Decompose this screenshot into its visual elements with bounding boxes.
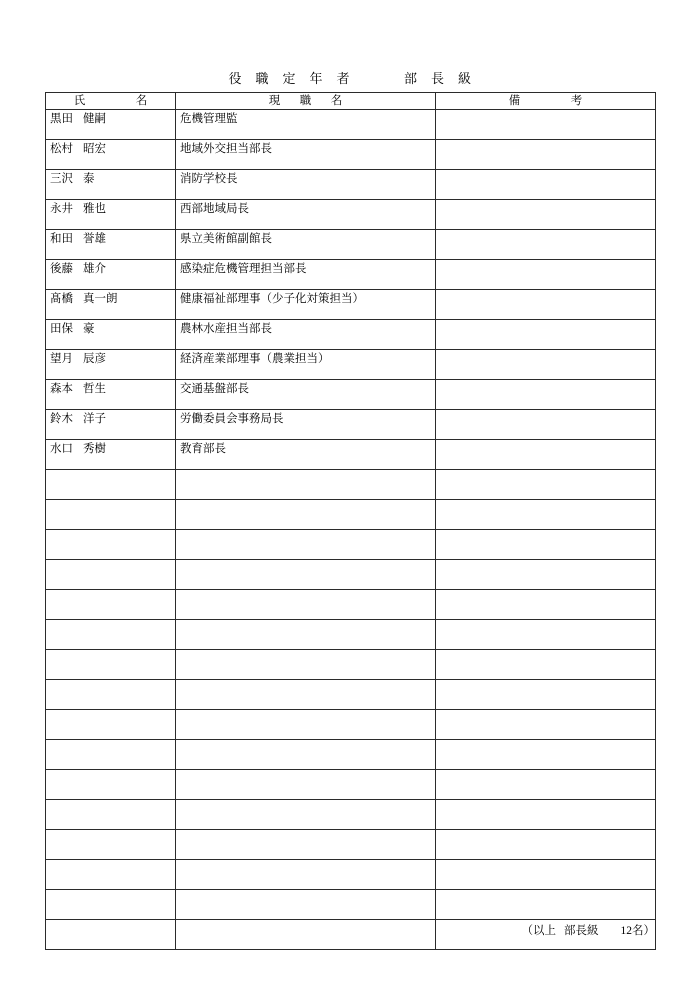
name-surname: 永井 xyxy=(50,203,73,215)
cell-position-text xyxy=(176,740,435,742)
cell-position xyxy=(176,380,436,410)
name-given: 洋子 xyxy=(83,413,106,425)
cell-name xyxy=(46,650,176,680)
table-row xyxy=(46,140,656,170)
cell-note-text xyxy=(436,770,655,772)
cell-position-text xyxy=(176,890,435,892)
name-surname: 後藤 xyxy=(50,263,73,275)
cell-position xyxy=(176,200,436,230)
cell-note xyxy=(436,230,656,260)
cell-name xyxy=(46,140,176,170)
name-surname: 三沢 xyxy=(50,173,73,185)
table-row xyxy=(46,770,656,800)
cell-note xyxy=(436,680,656,710)
cell-position-text: 地域外交担当部長 xyxy=(180,143,272,155)
cell-note-text xyxy=(436,440,655,442)
cell-name xyxy=(46,530,176,560)
cell-position xyxy=(176,230,436,260)
column-header-name xyxy=(46,93,176,110)
cell-position xyxy=(176,710,436,740)
cell-name-text xyxy=(46,410,175,426)
cell-note-text xyxy=(436,470,655,472)
cell-note-text xyxy=(436,230,655,232)
cell-name-text xyxy=(46,440,175,456)
table-row xyxy=(46,470,656,500)
cell-note-text xyxy=(436,140,655,142)
cell-note-text xyxy=(436,380,655,382)
cell-position xyxy=(176,440,436,470)
cell-name-text xyxy=(46,170,175,186)
table-row xyxy=(46,260,656,290)
cell-position-text: 県立美術館副館長 xyxy=(180,233,272,245)
cell-note xyxy=(436,410,656,440)
cell-note xyxy=(436,470,656,500)
cell-name xyxy=(46,440,176,470)
cell-position xyxy=(176,470,436,500)
cell-position xyxy=(176,410,436,440)
cell-note xyxy=(436,290,656,320)
cell-note xyxy=(436,140,656,170)
cell-position-text: 健康福祉部理事（少子化対策担当） xyxy=(180,293,364,305)
cell-name xyxy=(46,320,176,350)
cell-position xyxy=(176,560,436,590)
cell-note xyxy=(436,170,656,200)
cell-position-text: 消防学校長 xyxy=(180,173,238,185)
cell-position xyxy=(176,500,436,530)
cell-note-text xyxy=(436,860,655,862)
cell-name xyxy=(46,410,176,440)
table-row xyxy=(46,830,656,860)
cell-name-text xyxy=(46,200,175,216)
cell-position-text xyxy=(176,710,435,712)
table-row xyxy=(46,170,656,200)
page-title: 役 職 定 年 者 部 長 級 xyxy=(228,71,472,86)
footer-prefix: （以上 xyxy=(521,925,556,937)
cell-position xyxy=(176,680,436,710)
table-row xyxy=(46,650,656,680)
cell-name-text xyxy=(46,680,175,682)
name-given: 豪 xyxy=(83,323,95,335)
cell-note-text xyxy=(436,200,655,202)
name-given: 昭宏 xyxy=(83,143,106,155)
cell-position-text xyxy=(176,470,435,472)
table-row xyxy=(46,350,656,380)
cell-position xyxy=(176,350,436,380)
cell-note-text xyxy=(436,560,655,562)
cell-position xyxy=(176,920,436,950)
table-row xyxy=(46,410,656,440)
cell-note xyxy=(436,800,656,830)
cell-note xyxy=(436,500,656,530)
cell-position xyxy=(176,650,436,680)
cell-position-text xyxy=(176,590,435,592)
cell-note xyxy=(436,650,656,680)
cell-name xyxy=(46,890,176,920)
cell-position-text xyxy=(176,620,435,622)
cell-position-text xyxy=(176,860,435,862)
cell-position-text xyxy=(176,530,435,532)
cell-note xyxy=(436,740,656,770)
cell-note-text xyxy=(436,500,655,502)
cell-position-text: 交通基盤部長 xyxy=(180,383,249,395)
cell-name xyxy=(46,770,176,800)
cell-name xyxy=(46,800,176,830)
cell-note-text xyxy=(436,590,655,592)
cell-position xyxy=(176,320,436,350)
table-row xyxy=(46,320,656,350)
cell-name-text xyxy=(46,650,175,652)
cell-note-text xyxy=(436,740,655,742)
cell-position-text xyxy=(176,830,435,832)
cell-note-text xyxy=(436,110,655,112)
cell-note-text xyxy=(436,410,655,412)
cell-name xyxy=(46,260,176,290)
cell-name-text xyxy=(46,590,175,592)
cell-note-text xyxy=(436,800,655,802)
cell-note xyxy=(436,830,656,860)
name-surname: 鈴木 xyxy=(50,413,73,425)
cell-note xyxy=(436,380,656,410)
name-surname: 和田 xyxy=(50,233,73,245)
cell-name-text xyxy=(46,800,175,802)
cell-note-text xyxy=(436,170,655,172)
cell-note-text xyxy=(436,680,655,682)
cell-position xyxy=(176,890,436,920)
name-surname: 髙橋 xyxy=(50,293,73,305)
cell-position-text xyxy=(176,800,435,802)
cell-note xyxy=(436,620,656,650)
cell-position-text: 経済産業部理事（農業担当） xyxy=(180,353,330,365)
cell-note-text xyxy=(436,830,655,832)
column-header-position-label: 現 職 名 xyxy=(268,95,347,107)
name-given: 誉雄 xyxy=(83,233,106,245)
table-row xyxy=(46,440,656,470)
cell-name-text xyxy=(46,890,175,892)
roster-table xyxy=(45,92,656,950)
column-header-position xyxy=(176,93,436,110)
cell-name-text xyxy=(46,260,175,276)
table-row xyxy=(46,500,656,530)
cell-name-text xyxy=(46,740,175,742)
cell-name-text xyxy=(46,560,175,562)
cell-name-text xyxy=(46,290,175,306)
cell-name-text xyxy=(46,920,175,922)
cell-position xyxy=(176,290,436,320)
name-surname: 森本 xyxy=(50,383,73,395)
cell-name-text xyxy=(46,860,175,862)
cell-name-text xyxy=(46,140,175,156)
column-header-name-label: 氏 名 xyxy=(73,95,152,107)
cell-name xyxy=(46,740,176,770)
cell-position-text: 農林水産担当部長 xyxy=(180,323,272,335)
cell-position xyxy=(176,830,436,860)
cell-name-text xyxy=(46,530,175,532)
cell-position xyxy=(176,140,436,170)
cell-name-text xyxy=(46,470,175,472)
cell-note-text xyxy=(436,350,655,352)
cell-name xyxy=(46,200,176,230)
cell-note-text xyxy=(436,890,655,892)
name-given: 真一朗 xyxy=(83,293,118,305)
table-row xyxy=(46,710,656,740)
cell-position-text xyxy=(176,560,435,562)
cell-name xyxy=(46,620,176,650)
table-row xyxy=(46,230,656,260)
cell-note xyxy=(436,350,656,380)
table-row xyxy=(46,110,656,140)
cell-position-text: 感染症危機管理担当部長 xyxy=(180,263,307,275)
cell-position-text xyxy=(176,920,435,922)
cell-position xyxy=(176,170,436,200)
cell-name-text xyxy=(46,380,175,396)
table-row xyxy=(46,860,656,890)
cell-position xyxy=(176,530,436,560)
table-row xyxy=(46,560,656,590)
cell-name xyxy=(46,920,176,950)
name-given: 辰彦 xyxy=(83,353,106,365)
cell-name xyxy=(46,560,176,590)
cell-position-text xyxy=(176,680,435,682)
cell-note xyxy=(436,890,656,920)
cell-position xyxy=(176,110,436,140)
column-header-note xyxy=(436,93,656,110)
cell-note-text xyxy=(436,710,655,712)
cell-name xyxy=(46,590,176,620)
name-surname: 黒田 xyxy=(50,113,73,125)
name-surname: 松村 xyxy=(50,143,73,155)
cell-note xyxy=(436,590,656,620)
footer-count: 12名） xyxy=(620,925,655,937)
cell-name xyxy=(46,710,176,740)
cell-name xyxy=(46,380,176,410)
cell-name-text xyxy=(46,620,175,622)
cell-name-text xyxy=(46,830,175,832)
table-header-row xyxy=(46,93,656,110)
cell-note xyxy=(436,110,656,140)
cell-note-text xyxy=(436,320,655,322)
cell-note-text xyxy=(436,530,655,532)
cell-note xyxy=(436,560,656,590)
table-row xyxy=(46,590,656,620)
cell-position-text: 教育部長 xyxy=(180,443,226,455)
name-surname: 水口 xyxy=(50,443,73,455)
cell-note xyxy=(436,860,656,890)
cell-position xyxy=(176,620,436,650)
cell-note xyxy=(436,770,656,800)
cell-position xyxy=(176,800,436,830)
table-body xyxy=(46,93,656,950)
table-row xyxy=(46,620,656,650)
cell-note-text xyxy=(436,260,655,262)
table-row xyxy=(46,800,656,830)
cell-name xyxy=(46,680,176,710)
footer-label: 部長級 xyxy=(564,925,599,937)
table-row xyxy=(46,290,656,320)
cell-name xyxy=(46,290,176,320)
cell-position xyxy=(176,860,436,890)
cell-position xyxy=(176,260,436,290)
name-given: 泰 xyxy=(83,173,95,185)
cell-note xyxy=(436,530,656,560)
cell-name xyxy=(46,830,176,860)
cell-note xyxy=(436,320,656,350)
cell-name xyxy=(46,470,176,500)
footer-summary xyxy=(522,922,656,938)
cell-name xyxy=(46,110,176,140)
cell-note xyxy=(436,440,656,470)
cell-name-text xyxy=(46,710,175,712)
cell-note-text xyxy=(436,650,655,652)
table-row xyxy=(46,530,656,560)
table-row xyxy=(46,890,656,920)
cell-name xyxy=(46,230,176,260)
cell-name-text xyxy=(46,230,175,246)
cell-note xyxy=(436,200,656,230)
cell-position-text xyxy=(176,500,435,502)
cell-name-text xyxy=(46,110,175,126)
cell-name xyxy=(46,170,176,200)
name-surname: 望月 xyxy=(50,353,73,365)
name-given: 健嗣 xyxy=(83,113,106,125)
column-header-note-label: 備 考 xyxy=(508,95,587,107)
cell-note xyxy=(436,710,656,740)
cell-name-text xyxy=(46,320,175,336)
cell-name xyxy=(46,350,176,380)
name-given: 哲生 xyxy=(83,383,106,395)
cell-note-text xyxy=(436,290,655,292)
cell-name-text xyxy=(46,770,175,772)
cell-name xyxy=(46,500,176,530)
cell-name xyxy=(46,860,176,890)
name-surname: 田保 xyxy=(50,323,73,335)
cell-position-text xyxy=(176,770,435,772)
name-given: 雄介 xyxy=(83,263,106,275)
table-row xyxy=(46,680,656,710)
cell-name-text xyxy=(46,500,175,502)
cell-position-text: 労働委員会事務局長 xyxy=(180,413,284,425)
cell-position xyxy=(176,590,436,620)
cell-note xyxy=(436,260,656,290)
cell-position-text xyxy=(176,650,435,652)
cell-position xyxy=(176,770,436,800)
name-given: 雅也 xyxy=(83,203,106,215)
cell-name-text xyxy=(46,350,175,366)
cell-note-text xyxy=(436,620,655,622)
cell-position-text: 危機管理監 xyxy=(180,113,238,125)
cell-position-text: 西部地域局長 xyxy=(180,203,249,215)
cell-position xyxy=(176,740,436,770)
name-given: 秀樹 xyxy=(83,443,106,455)
table-row xyxy=(46,200,656,230)
table-row xyxy=(46,380,656,410)
table-row xyxy=(46,740,656,770)
